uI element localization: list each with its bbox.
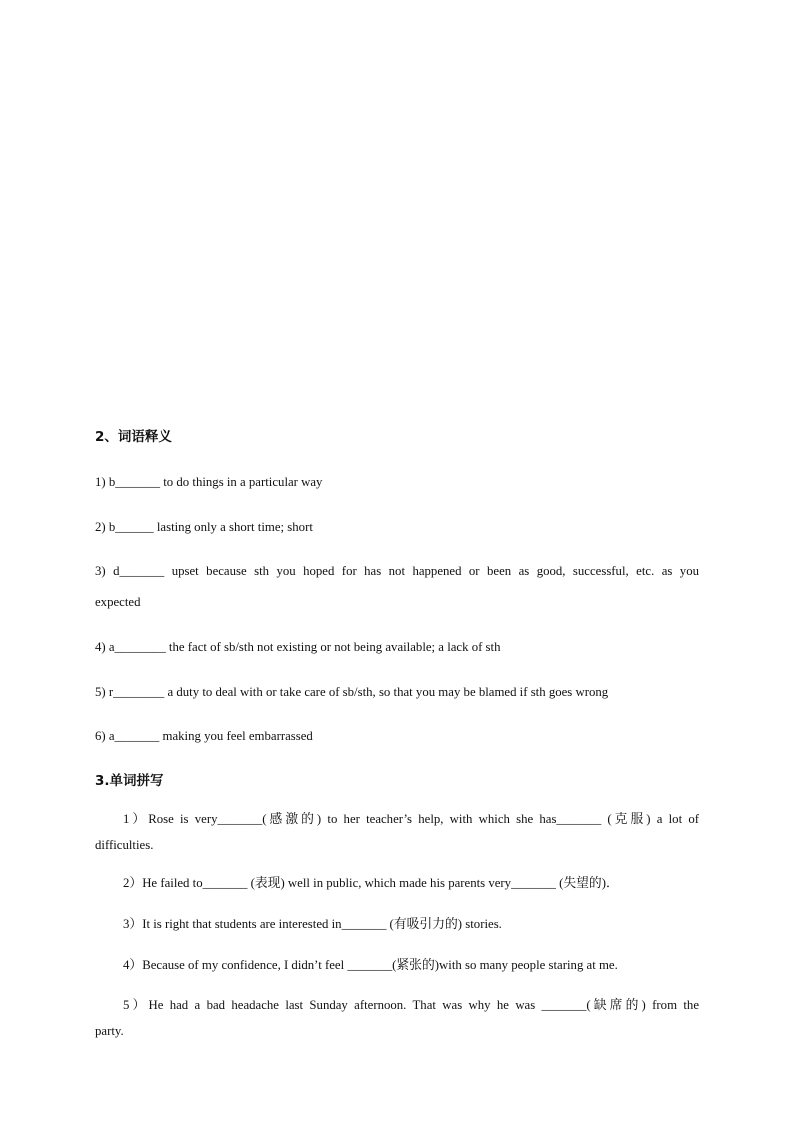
spelling-item-4: 4）Because of my confidence, I didn’t feel _______(紧张的)with so many people staring at me.	[123, 958, 618, 972]
definition-item-6: 6) a_______ making you feel embarrassed	[95, 729, 313, 743]
definition-item-2: 2) b______ lasting only a short time; short	[95, 520, 313, 534]
section-2-heading: 2、词语释义	[95, 429, 172, 445]
definition-item-3-continued: expected	[95, 595, 141, 609]
spelling-item-2: 2）He failed to_______ (表现) well in public, which made his parents very_______ (失望的)．	[123, 876, 619, 890]
definition-item-4: 4) a________ the fact of sb/sth not existing or not being available; a lack of sth	[95, 640, 501, 654]
section-3-heading: 3.单词拼写	[95, 773, 164, 789]
definition-item-3: 3) d_______ upset because sth you hoped for has not happened or been as good, successful, etc. as you	[95, 564, 699, 578]
definition-item-1: 1) b_______ to do things in a particular way	[95, 475, 323, 489]
spelling-item-1-continued: difficulties.	[95, 838, 154, 852]
spelling-item-5: 5）He had a bad headache last Sunday afternoon. That was why he was _______(缺席的) from the	[123, 998, 699, 1012]
spelling-item-1: 1）Rose is very_______(感激的) to her teacher’s help, with which she has_______ (克服) a lot of	[123, 812, 699, 826]
definition-item-5: 5) r________ a duty to deal with or take care of sb/sth, so that you may be blamed if sth goes wrong	[95, 685, 609, 699]
spelling-item-3: 3）It is right that students are interested in_______ (有吸引力的) stories.	[123, 917, 502, 931]
spelling-item-5-continued: party.	[95, 1024, 124, 1038]
